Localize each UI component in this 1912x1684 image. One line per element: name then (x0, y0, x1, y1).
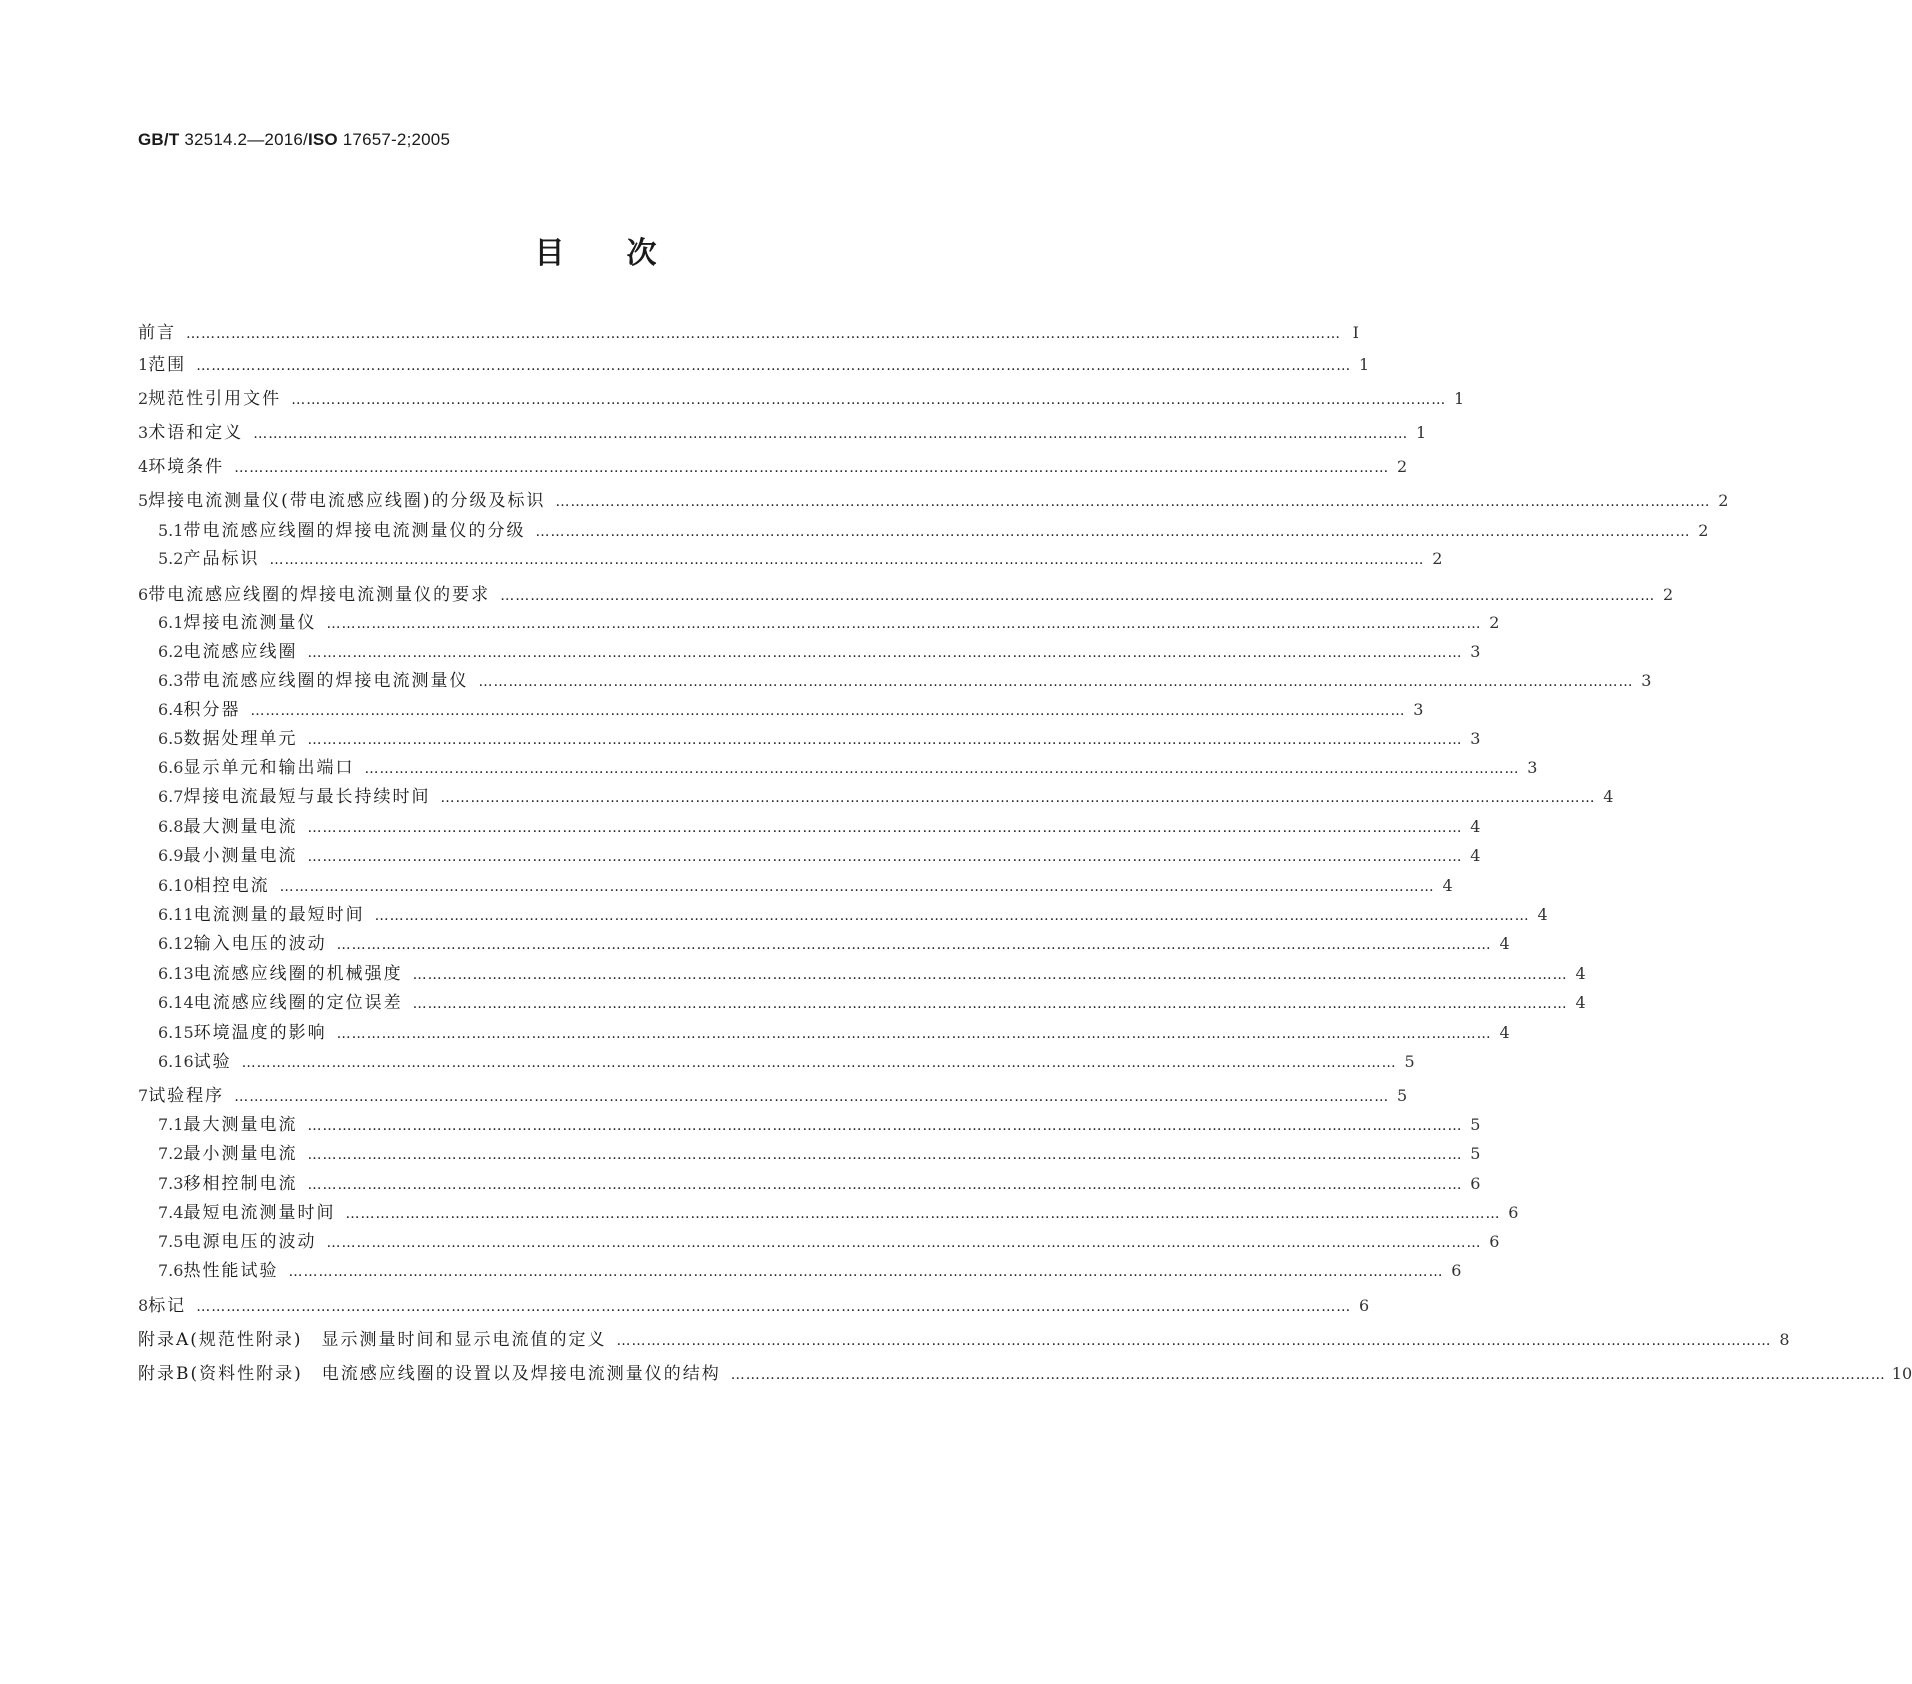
toc-leader-dots: …………………………………………………………………………………………………………………………………………………………………………………………………………… (326, 1235, 1482, 1251)
toc-entry[interactable] (158, 1049, 1415, 1075)
toc-leader-dots: …………………………………………………………………………………………………………………………………………………………………………………………………………… (307, 849, 1463, 865)
toc-page-number: 2 (1698, 521, 1709, 540)
toc-page-number: 1 (1359, 355, 1370, 374)
toc-entry-number: 6.6 (158, 758, 184, 777)
toc-entry-number: 6.14 (158, 993, 194, 1012)
toc-entry[interactable] (158, 1200, 1519, 1226)
toc-entry-label: 带电流感应线圈的焊接电流测量仪的要求 (148, 585, 491, 605)
toc-page-number: 3 (1527, 758, 1538, 777)
toc-entry-label: 范围 (148, 355, 187, 375)
toc-entry-label: 环境温度的影响 (193, 1023, 327, 1043)
toc-entry-number: 6.11 (158, 905, 194, 924)
toc-entry[interactable] (138, 1293, 1370, 1319)
toc-entry-number: 6.3 (158, 671, 184, 690)
toc-leader-dots: …………………………………………………………………………………………………………………………………………………………………………………………………………… (440, 790, 1596, 806)
toc-entry[interactable] (158, 755, 1538, 781)
toc-leader-dots: …………………………………………………………………………………………………………………………………………………………………………………………………………… (345, 1206, 1501, 1222)
standard-code-number: 32514.2—2016/ (184, 130, 308, 149)
toc-page-number: 4 (1499, 1023, 1510, 1042)
toc-entry[interactable] (158, 697, 1424, 723)
toc-entry-number: 6.4 (158, 700, 184, 719)
toc-leader-dots: …………………………………………………………………………………………………………………………………………………………………………………………………………… (412, 967, 1568, 983)
toc-entry[interactable] (138, 352, 1370, 378)
toc-entry-number: 7.2 (158, 1144, 184, 1163)
toc-entry[interactable] (158, 961, 1586, 987)
toc-entry-number: 8 (138, 1296, 149, 1315)
toc-entry-label: 附录A(规范性附录) 显示测量时间和显示电流值的定义 (138, 1330, 607, 1350)
toc-entry-number: 6 (138, 585, 149, 604)
toc-entry-number: 6.12 (158, 934, 194, 953)
toc-entry[interactable] (138, 488, 1729, 514)
toc-leader-dots: …………………………………………………………………………………………………………………………………………………………………………………………………………… (269, 552, 1425, 568)
toc-entry-label: 电流测量的最短时间 (193, 905, 365, 925)
toc-page-number: 4 (1470, 817, 1481, 836)
toc-leader-dots: …………………………………………………………………………………………………………………………………………………………………………………………………………… (196, 1299, 1352, 1315)
toc-entry-number: 6.15 (158, 1023, 194, 1042)
toc-page-number: 2 (1718, 491, 1729, 510)
toc-entry-number: 7.3 (158, 1174, 184, 1193)
toc-page-number: 1 (1454, 389, 1465, 408)
toc-page-number: 4 (1575, 964, 1586, 983)
toc-entry-label: 焊接电流测量仪 (183, 613, 317, 633)
toc-leader-dots: …………………………………………………………………………………………………………………………………………………………………………………………………………… (336, 937, 1492, 953)
toc-entry[interactable] (158, 668, 1652, 694)
toc-entry[interactable] (158, 1020, 1510, 1046)
toc-entry-label: 试验程序 (148, 1086, 225, 1106)
toc-leader-dots: …………………………………………………………………………………………………………………………………………………………………………………………………………… (186, 326, 1341, 342)
toc-page-number: 10 (1891, 1364, 1912, 1383)
toc-entry-number: 5 (138, 491, 149, 510)
toc-leader-dots: …………………………………………………………………………………………………………………………………………………………………………………………………………… (730, 1367, 1886, 1383)
toc-leader-dots: …………………………………………………………………………………………………………………………………………………………………………………………………………… (412, 996, 1568, 1012)
toc-page-number: 5 (1470, 1144, 1481, 1163)
toc-entry[interactable] (158, 814, 1481, 840)
toc-entry[interactable] (158, 843, 1481, 869)
toc-entry-number: 6.8 (158, 817, 184, 836)
toc-leader-dots: …………………………………………………………………………………………………………………………………………………………………………………………………………… (196, 358, 1352, 374)
toc-entry[interactable] (138, 320, 1359, 346)
toc-entry[interactable] (138, 1083, 1408, 1109)
toc-entry-number: 2 (138, 389, 149, 408)
toc-page-number: 2 (1432, 549, 1443, 568)
toc-entry-number: 6.5 (158, 729, 184, 748)
toc-leader-dots: …………………………………………………………………………………………………………………………………………………………………………………………………………… (241, 1055, 1397, 1071)
toc-leader-dots: …………………………………………………………………………………………………………………………………………………………………………………………………………… (535, 524, 1691, 540)
toc-entry-number: 6.1 (158, 613, 184, 632)
toc-entry[interactable] (158, 546, 1443, 572)
toc-entry[interactable] (158, 518, 1709, 544)
toc-entry[interactable] (138, 582, 1674, 608)
toc-entry-label: 移相控制电流 (183, 1174, 298, 1194)
toc-entry-number: 7.4 (158, 1203, 184, 1222)
toc-entry[interactable] (158, 902, 1548, 928)
toc-entry-label: 显示单元和输出端口 (183, 758, 355, 778)
toc-entry-number: 6.7 (158, 787, 184, 806)
toc-leader-dots: …………………………………………………………………………………………………………………………………………………………………………………………………………… (291, 392, 1447, 408)
toc-page-number: 3 (1641, 671, 1652, 690)
toc-leader-dots: …………………………………………………………………………………………………………………………………………………………………………………………………………… (307, 1118, 1463, 1134)
toc-entry-number: 7.5 (158, 1232, 184, 1251)
toc-leader-dots: …………………………………………………………………………………………………………………………………………………………………………………………………………… (279, 879, 1435, 895)
toc-entry[interactable] (138, 1361, 1912, 1387)
toc-leader-dots: …………………………………………………………………………………………………………………………………………………………………………………………………………… (307, 1177, 1463, 1193)
toc-entry-number: 6.9 (158, 846, 184, 865)
toc-page-number: 4 (1603, 787, 1614, 806)
toc-leader-dots: …………………………………………………………………………………………………………………………………………………………………………………………………………… (374, 908, 1530, 924)
toc-entry[interactable] (158, 1171, 1481, 1197)
toc-entry-number: 7 (138, 1086, 149, 1105)
toc-leader-dots: …………………………………………………………………………………………………………………………………………………………………………………………………………… (288, 1264, 1444, 1280)
toc-entry-label: 标记 (148, 1296, 187, 1316)
standard-number-header (138, 130, 450, 150)
toc-entry-label: 附录B(资料性附录) 电流感应线圈的设置以及焊接电流测量仪的结构 (138, 1364, 721, 1384)
toc-page-number: 6 (1451, 1261, 1462, 1280)
toc-page-number: 3 (1470, 729, 1481, 748)
toc-entry[interactable] (158, 726, 1481, 752)
iso-code-number: 17657-2;2005 (342, 130, 451, 149)
toc-entry-number: 4 (138, 457, 149, 476)
toc-entry-label: 积分器 (183, 700, 241, 720)
toc-entry-label: 电流感应线圈的机械强度 (193, 964, 403, 984)
toc-entry-label: 焊接电流最短与最长持续时间 (183, 787, 431, 807)
toc-page-number: 5 (1470, 1115, 1481, 1134)
toc-entry-number: 5.1 (158, 521, 184, 540)
toc-entry-label: 最大测量电流 (183, 1115, 298, 1135)
toc-entry-label: 相控电流 (193, 876, 270, 896)
toc-page-number: 5 (1397, 1086, 1408, 1105)
page-title: 目次 (534, 236, 719, 271)
toc-entry-label: 带电流感应线圈的焊接电流测量仪的分级 (183, 521, 526, 541)
toc-entry-label: 带电流感应线圈的焊接电流测量仪 (183, 671, 469, 691)
toc-entry[interactable] (138, 420, 1427, 446)
toc-leader-dots: …………………………………………………………………………………………………………………………………………………………………………………………………………… (478, 674, 1634, 690)
toc-entry[interactable] (158, 873, 1453, 899)
toc-entry-number: 7.6 (158, 1261, 184, 1280)
toc-entry-label: 环境条件 (148, 457, 225, 477)
toc-page-number: 2 (1489, 613, 1500, 632)
toc-entry-label: 最小测量电流 (183, 1144, 298, 1164)
toc-entry-label: 输入电压的波动 (193, 934, 327, 954)
toc-page-number: 4 (1575, 993, 1586, 1012)
toc-entry-label: 产品标识 (183, 549, 260, 569)
toc-entry-label: 数据处理单元 (183, 729, 298, 749)
toc-entry[interactable] (158, 1229, 1500, 1255)
toc-page-number: 6 (1359, 1296, 1370, 1315)
toc-entry-label: 前言 (138, 323, 176, 343)
standard-code-prefix: GB/T (138, 130, 180, 149)
toc-entry-number: 3 (138, 423, 149, 442)
toc-leader-dots: …………………………………………………………………………………………………………………………………………………………………………………………………………… (326, 616, 1482, 632)
toc-entry[interactable] (138, 1327, 1790, 1353)
toc-entry-label: 最小测量电流 (183, 846, 298, 866)
toc-leader-dots: …………………………………………………………………………………………………………………………………………………………………………………………………………… (555, 494, 1711, 510)
toc-entry[interactable] (158, 990, 1586, 1016)
toc-leader-dots: …………………………………………………………………………………………………………………………………………………………………………………………………………… (234, 460, 1390, 476)
toc-leader-dots: …………………………………………………………………………………………………………………………………………………………………………………………………………… (364, 761, 1520, 777)
toc-leader-dots: …………………………………………………………………………………………………………………………………………………………………………………………………………… (500, 588, 1656, 604)
toc-entry-label: 规范性引用文件 (148, 389, 282, 409)
toc-entry[interactable] (158, 610, 1500, 636)
toc-page-number: 3 (1413, 700, 1424, 719)
toc-entry-label: 焊接电流测量仪(带电流感应线圈)的分级及标识 (148, 491, 546, 511)
iso-code-prefix: ISO (307, 130, 338, 149)
toc-page-number: 5 (1404, 1052, 1415, 1071)
toc-entry-number: 6.16 (158, 1052, 194, 1071)
toc-leader-dots: …………………………………………………………………………………………………………………………………………………………………………………………………………… (307, 645, 1463, 661)
toc-page-number: 1 (1416, 423, 1427, 442)
toc-leader-dots: …………………………………………………………………………………………………………………………………………………………………………………………………………… (250, 703, 1406, 719)
toc-entry-label: 电流感应线圈 (183, 642, 298, 662)
toc-entry-number: 5.2 (158, 549, 184, 568)
toc-page-number: 4 (1470, 846, 1481, 865)
toc-leader-dots: …………………………………………………………………………………………………………………………………………………………………………………………………………… (336, 1026, 1492, 1042)
toc-leader-dots: …………………………………………………………………………………………………………………………………………………………………………………………………………… (307, 1147, 1463, 1163)
toc-page-number: 4 (1499, 934, 1510, 953)
toc-page-number: 8 (1779, 1330, 1790, 1349)
toc-entry[interactable] (158, 1141, 1481, 1167)
toc-leader-dots: …………………………………………………………………………………………………………………………………………………………………………………………………………… (616, 1333, 1772, 1349)
toc-entry-label: 最大测量电流 (183, 817, 298, 837)
toc-entry[interactable] (138, 386, 1465, 412)
toc-page-number: 2 (1397, 457, 1408, 476)
toc-page-number: 4 (1442, 876, 1453, 895)
toc-entry-label: 术语和定义 (148, 423, 244, 443)
toc-entry-label: 电流感应线圈的定位误差 (193, 993, 403, 1013)
toc-entry[interactable] (138, 454, 1408, 480)
toc-entry-number: 1 (138, 355, 149, 374)
toc-entry-label: 电源电压的波动 (183, 1232, 317, 1252)
toc-entry[interactable] (158, 1112, 1481, 1138)
toc-entry[interactable] (158, 1258, 1462, 1284)
toc-entry-number: 6.10 (158, 876, 194, 895)
toc-leader-dots: …………………………………………………………………………………………………………………………………………………………………………………………………………… (307, 732, 1463, 748)
toc-page-number: 6 (1508, 1203, 1519, 1222)
toc-entry-number: 6.13 (158, 964, 194, 983)
toc-entry[interactable] (158, 931, 1510, 957)
toc-entry-number: 7.1 (158, 1115, 184, 1134)
toc-page-number: 6 (1489, 1232, 1500, 1251)
toc-entry[interactable] (158, 784, 1614, 810)
toc-entry-label: 试验 (193, 1052, 232, 1072)
toc-leader-dots: …………………………………………………………………………………………………………………………………………………………………………………………………………… (234, 1089, 1390, 1105)
toc-page-number: 4 (1537, 905, 1548, 924)
toc-page-number: Ⅰ (1352, 323, 1359, 342)
toc-entry-label: 热性能试验 (183, 1261, 279, 1281)
toc-leader-dots: …………………………………………………………………………………………………………………………………………………………………………………………………………… (253, 426, 1409, 442)
toc-entry-label: 最短电流测量时间 (183, 1203, 336, 1223)
toc-page-number: 6 (1470, 1174, 1481, 1193)
toc-entry[interactable] (158, 639, 1481, 665)
toc-page-number: 2 (1663, 585, 1674, 604)
toc-leader-dots: …………………………………………………………………………………………………………………………………………………………………………………………………………… (307, 820, 1463, 836)
toc-entry-number: 6.2 (158, 642, 184, 661)
toc-page-number: 3 (1470, 642, 1481, 661)
